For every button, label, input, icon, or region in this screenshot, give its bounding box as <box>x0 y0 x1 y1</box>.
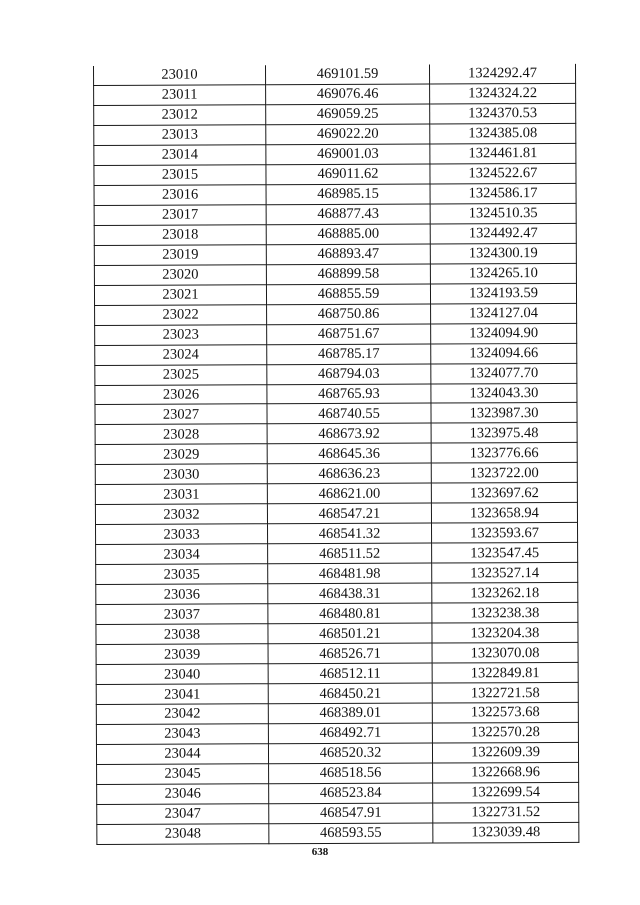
x-coordinate-cell: 468645.36 <box>267 443 431 464</box>
point-id-cell: 23041 <box>96 684 268 705</box>
y-coordinate-cell: 1323527.14 <box>432 563 578 584</box>
y-coordinate-cell: 1324077.70 <box>431 363 577 384</box>
point-id-cell: 23043 <box>96 724 268 745</box>
y-coordinate-cell: 1324043.30 <box>431 383 577 404</box>
x-coordinate-cell: 468593.55 <box>269 823 433 844</box>
point-id-cell: 23044 <box>96 744 268 765</box>
table-row <box>95 343 577 365</box>
table-row <box>96 583 578 605</box>
x-coordinate-cell: 468855.59 <box>266 284 430 305</box>
table-row <box>95 483 577 505</box>
point-id-cell: 23034 <box>96 544 268 565</box>
table-row <box>96 722 578 744</box>
x-coordinate-cell: 468450.21 <box>268 683 432 704</box>
y-coordinate-cell: 1323658.94 <box>431 503 577 524</box>
table-row <box>94 123 576 145</box>
x-coordinate-cell: 468438.31 <box>268 583 432 604</box>
table-row <box>94 83 576 105</box>
point-id-cell: 23022 <box>95 304 267 325</box>
table-row <box>94 263 576 285</box>
y-coordinate-cell: 1322573.68 <box>432 702 578 723</box>
point-id-cell: 23015 <box>94 165 266 186</box>
point-id-cell: 23026 <box>95 384 267 405</box>
point-id-cell: 23027 <box>95 404 267 425</box>
x-coordinate-cell: 469011.62 <box>266 164 430 185</box>
x-coordinate-cell: 469076.46 <box>266 84 430 105</box>
point-id-cell: 23029 <box>95 444 267 465</box>
y-coordinate-cell: 1324193.59 <box>430 283 576 304</box>
x-coordinate-cell: 468740.55 <box>267 403 431 424</box>
y-coordinate-cell: 1324265.10 <box>430 263 576 284</box>
point-id-cell: 23020 <box>94 264 266 285</box>
y-coordinate-cell: 1323547.45 <box>432 543 578 564</box>
y-coordinate-cell: 1323070.08 <box>432 642 578 663</box>
table-row <box>96 642 578 664</box>
y-coordinate-cell: 1324127.04 <box>431 303 577 324</box>
x-coordinate-cell: 469001.03 <box>266 144 430 165</box>
table-row <box>96 603 578 625</box>
y-coordinate-cell: 1324094.66 <box>431 343 577 364</box>
y-coordinate-cell: 1324492.47 <box>430 223 576 244</box>
table-row <box>95 383 577 405</box>
y-coordinate-cell: 1322570.28 <box>432 722 578 743</box>
point-id-cell: 23047 <box>97 804 269 825</box>
x-coordinate-cell: 468899.58 <box>266 264 430 285</box>
x-coordinate-cell: 468512.11 <box>268 663 432 684</box>
x-coordinate-cell: 469101.59 <box>265 65 429 85</box>
point-id-cell: 23028 <box>95 424 267 445</box>
x-coordinate-cell: 468547.91 <box>269 803 433 824</box>
point-id-cell: 23042 <box>96 704 268 725</box>
x-coordinate-cell: 468480.81 <box>268 603 432 624</box>
table-row <box>95 403 577 425</box>
y-coordinate-cell: 1323238.38 <box>432 603 578 624</box>
table-row <box>96 563 578 585</box>
x-coordinate-cell: 468501.21 <box>268 623 432 644</box>
table-row <box>96 523 578 545</box>
point-id-cell: 23012 <box>94 105 266 126</box>
table-row <box>94 183 576 205</box>
y-coordinate-cell: 1322668.96 <box>433 762 579 783</box>
x-coordinate-cell: 468877.43 <box>266 204 430 225</box>
point-id-cell: 23048 <box>97 824 269 845</box>
y-coordinate-cell: 1323722.00 <box>431 463 577 484</box>
table-row <box>96 623 578 645</box>
point-id-cell: 23019 <box>94 244 266 265</box>
x-coordinate-cell: 468526.71 <box>268 643 432 664</box>
point-id-cell: 23025 <box>95 364 267 385</box>
table-row <box>94 243 576 265</box>
y-coordinate-cell: 1323039.48 <box>433 822 579 843</box>
table-row <box>95 503 577 525</box>
x-coordinate-cell: 469059.25 <box>266 104 430 125</box>
page-number: 638 <box>311 846 329 858</box>
table-row <box>95 363 577 385</box>
y-coordinate-cell: 1324385.08 <box>430 123 576 144</box>
point-id-cell: 23017 <box>94 205 266 226</box>
point-id-cell: 23039 <box>96 644 268 665</box>
table-row <box>95 303 577 325</box>
x-coordinate-cell: 468389.01 <box>268 703 432 724</box>
point-id-cell: 23031 <box>95 484 267 505</box>
table-row <box>94 103 576 125</box>
y-coordinate-cell: 1324292.47 <box>429 64 575 84</box>
y-coordinate-cell: 1324094.90 <box>431 323 577 344</box>
point-id-cell: 23018 <box>94 224 266 245</box>
point-id-cell: 23014 <box>94 145 266 166</box>
y-coordinate-cell: 1324510.35 <box>430 203 576 224</box>
x-coordinate-cell: 468636.23 <box>267 463 431 484</box>
x-coordinate-cell: 468520.32 <box>268 743 432 764</box>
point-id-cell: 23035 <box>96 564 268 585</box>
y-coordinate-cell: 1323697.62 <box>431 483 577 504</box>
x-coordinate-cell: 468750.86 <box>267 304 431 325</box>
y-coordinate-cell: 1323204.38 <box>432 623 578 644</box>
x-coordinate-cell: 468751.67 <box>267 324 431 345</box>
table-row <box>97 802 579 824</box>
table-row <box>94 283 576 305</box>
x-coordinate-cell: 468765.93 <box>267 384 431 405</box>
table-row <box>93 64 575 86</box>
y-coordinate-cell: 1322609.39 <box>432 742 578 763</box>
x-coordinate-cell: 468673.92 <box>267 423 431 444</box>
table-row <box>94 163 576 185</box>
x-coordinate-cell: 469022.20 <box>266 124 430 145</box>
point-id-cell: 23032 <box>95 504 267 525</box>
point-id-cell: 23045 <box>97 764 269 785</box>
y-coordinate-cell: 1324324.22 <box>430 83 576 104</box>
table-row <box>97 762 579 784</box>
point-id-cell: 23021 <box>94 284 266 305</box>
x-coordinate-cell: 468621.00 <box>267 483 431 504</box>
table-row <box>95 443 577 465</box>
point-id-cell: 23046 <box>97 784 269 805</box>
x-coordinate-cell: 468523.84 <box>269 783 433 804</box>
point-id-cell: 23013 <box>94 125 266 146</box>
point-id-cell: 23010 <box>93 65 265 85</box>
point-id-cell: 23033 <box>96 524 268 545</box>
table-row <box>96 682 578 704</box>
point-id-cell: 23037 <box>96 604 268 625</box>
table-row <box>95 323 577 345</box>
point-id-cell: 23036 <box>96 584 268 605</box>
table-row <box>94 143 576 165</box>
y-coordinate-cell: 1322721.58 <box>432 682 578 703</box>
x-coordinate-cell: 468492.71 <box>268 723 432 744</box>
point-id-cell: 23016 <box>94 185 266 206</box>
x-coordinate-cell: 468794.03 <box>267 364 431 385</box>
point-id-cell: 23024 <box>95 344 267 365</box>
x-coordinate-cell: 468481.98 <box>268 563 432 584</box>
y-coordinate-cell: 1322731.52 <box>433 802 579 823</box>
y-coordinate-cell: 1324370.53 <box>430 103 576 124</box>
table-row <box>94 203 576 225</box>
table-row <box>95 423 577 445</box>
x-coordinate-cell: 468518.56 <box>269 763 433 784</box>
point-id-cell: 23040 <box>96 664 268 685</box>
table-row <box>97 782 579 804</box>
coordinate-table-body <box>93 64 578 844</box>
table-row <box>95 463 577 485</box>
y-coordinate-cell: 1323776.66 <box>431 443 577 464</box>
x-coordinate-cell: 468893.47 <box>266 244 430 265</box>
x-coordinate-cell: 468511.52 <box>268 543 432 564</box>
y-coordinate-cell: 1322699.54 <box>433 782 579 803</box>
x-coordinate-cell: 468985.15 <box>266 184 430 205</box>
y-coordinate-cell: 1323593.67 <box>431 523 577 544</box>
x-coordinate-cell: 468547.21 <box>267 503 431 524</box>
table-row <box>96 702 578 724</box>
y-coordinate-cell: 1324522.67 <box>430 163 576 184</box>
table-row <box>96 543 578 565</box>
y-coordinate-cell: 1322849.81 <box>432 662 578 683</box>
y-coordinate-cell: 1324586.17 <box>430 183 576 204</box>
x-coordinate-cell: 468541.32 <box>268 523 432 544</box>
table-row <box>97 822 579 844</box>
x-coordinate-cell: 468885.00 <box>266 224 430 245</box>
y-coordinate-cell: 1323262.18 <box>432 583 578 604</box>
table-row <box>96 742 578 764</box>
point-id-cell: 23011 <box>94 85 266 106</box>
point-id-cell: 23030 <box>95 464 267 485</box>
y-coordinate-cell: 1324300.19 <box>430 243 576 264</box>
point-id-cell: 23023 <box>95 324 267 345</box>
y-coordinate-cell: 1323987.30 <box>431 403 577 424</box>
x-coordinate-cell: 468785.17 <box>267 344 431 365</box>
table-row <box>94 223 576 245</box>
point-id-cell: 23038 <box>96 624 268 645</box>
y-coordinate-cell: 1323975.48 <box>431 423 577 444</box>
y-coordinate-cell: 1324461.81 <box>430 143 576 164</box>
coordinate-table <box>93 64 579 845</box>
table-row <box>96 662 578 684</box>
